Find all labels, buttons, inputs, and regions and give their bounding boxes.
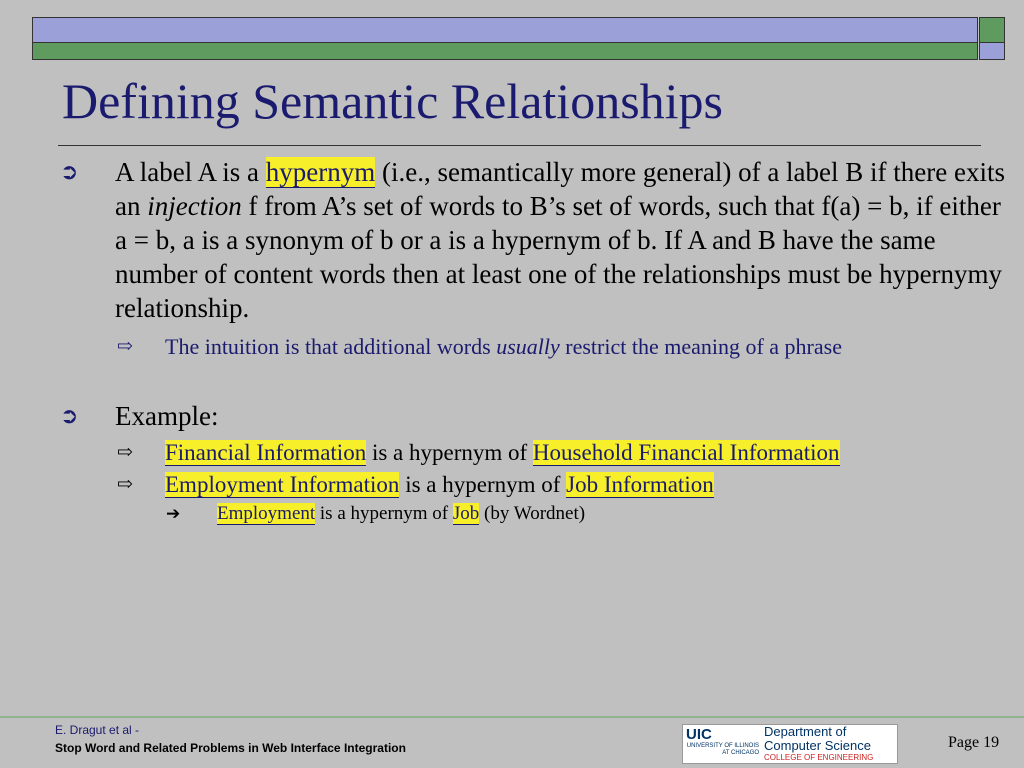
hollow-arrow-bullet-icon: ⇨: [117, 336, 133, 357]
footer-paper-title: Stop Word and Related Problems in Web Interface Integration: [55, 741, 406, 755]
page-number: Page 19: [948, 734, 1000, 751]
intuition-text-b: restrict the meaning of a phrase: [559, 334, 842, 359]
corner-square-green: [979, 17, 1005, 43]
example-3-term-a: Employment: [217, 503, 316, 524]
logo-dept-line1: Department of: [764, 724, 847, 739]
example-3-term-b: Job: [452, 503, 480, 524]
definition-text-c: f from A’s set of words to B’s set of words, such that f(a) = b, if either a = b, a is a synonym of b or a is a hypernym of b. If A and B have the same number of content words then at least one of the relationships must be hypernymy relationship.: [115, 191, 1003, 323]
example-3-tail: (by Wordnet): [479, 503, 586, 524]
footer-divider: [0, 716, 1024, 718]
hollow-arrow-bullet-icon: ⇨: [117, 442, 133, 463]
example-item-1: [60, 439, 1005, 467]
definition-text-a: A label A is a: [115, 157, 266, 187]
bullet-example: [60, 399, 1005, 433]
logo-uic: UIC: [686, 726, 712, 743]
usually-term: usually: [496, 334, 560, 359]
injection-term: injection: [147, 191, 242, 221]
curved-arrow-bullet-icon: ➲: [60, 159, 79, 184]
hypernym-term: hypernym: [265, 157, 376, 187]
right-arrow-bullet-icon: ➔: [166, 504, 181, 523]
logo-college: COLLEGE OF ENGINEERING: [764, 753, 874, 762]
logo-university: UNIVERSITY OF ILLINOIS AT CHICAGO: [686, 743, 759, 756]
footer-authors: E. Dragut et al -: [55, 723, 140, 737]
example-3-relation: is a hypernym of: [315, 503, 453, 524]
intuition-text-a: The intuition is that additional words: [165, 334, 497, 359]
hollow-arrow-bullet-icon: ⇨: [117, 474, 133, 495]
logo-dept-line2: Computer Science: [764, 738, 871, 753]
slide-body: [60, 155, 1005, 527]
example-label: Example:: [115, 401, 219, 431]
sub-bullet-intuition: [60, 333, 1005, 361]
example-2-term-b: Job Information: [566, 472, 714, 497]
example-1-relation: is a hypernym of: [366, 440, 533, 465]
curved-arrow-bullet-icon: ➲: [60, 403, 79, 428]
title-divider: [58, 145, 981, 146]
example-1-term-a: Financial Information: [165, 440, 367, 465]
example-1-term-b: Household Financial Information: [532, 440, 840, 465]
example-item-2: [60, 471, 1005, 499]
bullet-definition: [60, 155, 1005, 325]
example-item-3: [60, 501, 1005, 527]
uic-cs-logo: [682, 724, 898, 764]
example-2-term-a: Employment Information: [165, 472, 400, 497]
corner-square-blue: [979, 42, 1005, 60]
header-band-blue: [32, 17, 978, 43]
definition-text-b: (i.e., semantically more general) of a label B if there exits an: [115, 157, 1005, 221]
footer-citation: [55, 721, 406, 757]
header-band-green: [32, 42, 978, 60]
example-2-relation: is a hypernym of: [399, 472, 567, 497]
slide-title: Defining Semantic Relationships: [62, 73, 724, 129]
logo-department: [764, 725, 871, 753]
